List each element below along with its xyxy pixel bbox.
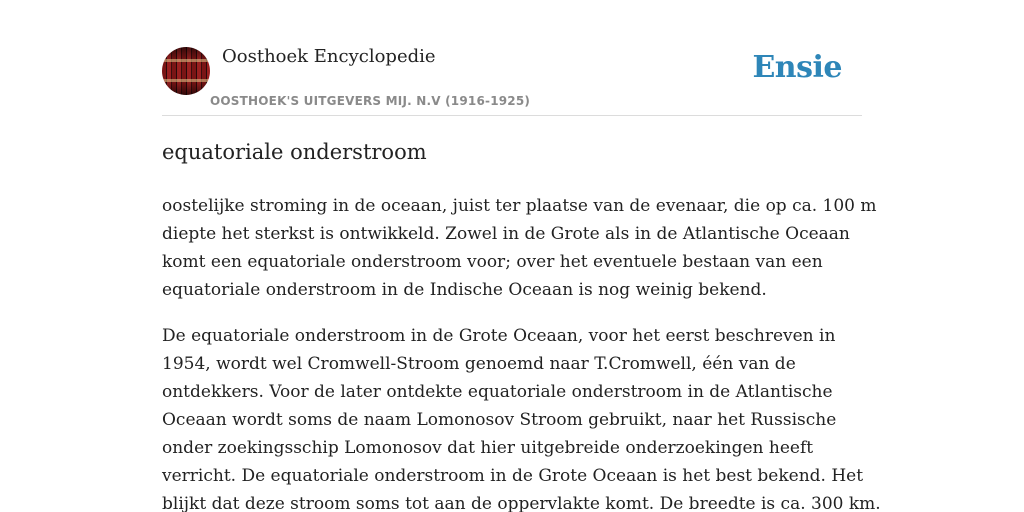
paragraph-line: equatoriale onderstroom in de Indische Oceaan is nog weinig bekend.	[162, 280, 767, 300]
entry-title: equatoriale onderstroom	[162, 140, 427, 164]
entry-content	[162, 192, 881, 512]
paragraph	[162, 192, 877, 304]
header	[162, 0, 862, 116]
publication-subtitle: OOSTHOEK'S UITGEVERS MIJ. N.V (1916-1925)	[210, 94, 531, 108]
avatar-book-band	[162, 79, 210, 82]
paragraph-line: Oceaan wordt soms de naam Lomonosov Stroom gebruikt, naar het Russische	[162, 410, 837, 430]
publication-title[interactable]: Oosthoek Encyclopedie	[222, 46, 436, 67]
paragraph-line: 1954, wordt wel Cromwell-Stroom genoemd naar T.Cromwell, één van de	[162, 354, 796, 374]
paragraph-line: De equatoriale onderstroom in de Grote Oceaan, voor het eerst beschreven in	[162, 326, 836, 346]
paragraph-line: ontdekkers. Voor de later ontdekte equatoriale onderstroom in de Atlantische	[162, 382, 833, 402]
publication-avatar[interactable]	[162, 47, 210, 95]
avatar-book-band	[162, 59, 210, 62]
paragraph-line: onder zoekingsschip Lomonosov dat hier uitgebreide onderzoekingen heeft	[162, 438, 814, 458]
brand-logo[interactable]: Ensie	[752, 50, 842, 85]
paragraph-line: diepte het sterkst is ontwikkeld. Zowel in de Grote als in de Atlantische Oceaan	[162, 224, 850, 244]
paragraph-line: oostelijke stroming in de oceaan, juist ter plaatse van de evenaar, die op ca. 100 m	[162, 196, 877, 216]
page	[162, 0, 881, 512]
paragraph-line: verricht. De equatoriale onderstroom in de Grote Oceaan is het best bekend. Het	[162, 466, 864, 486]
paragraph	[162, 322, 881, 512]
paragraph-line: blijkt dat deze stroom soms tot aan de oppervlakte komt. De breedte is ca. 300 km.	[162, 494, 881, 512]
paragraph-line: komt een equatoriale onderstroom voor; over het eventuele bestaan van een	[162, 252, 823, 272]
